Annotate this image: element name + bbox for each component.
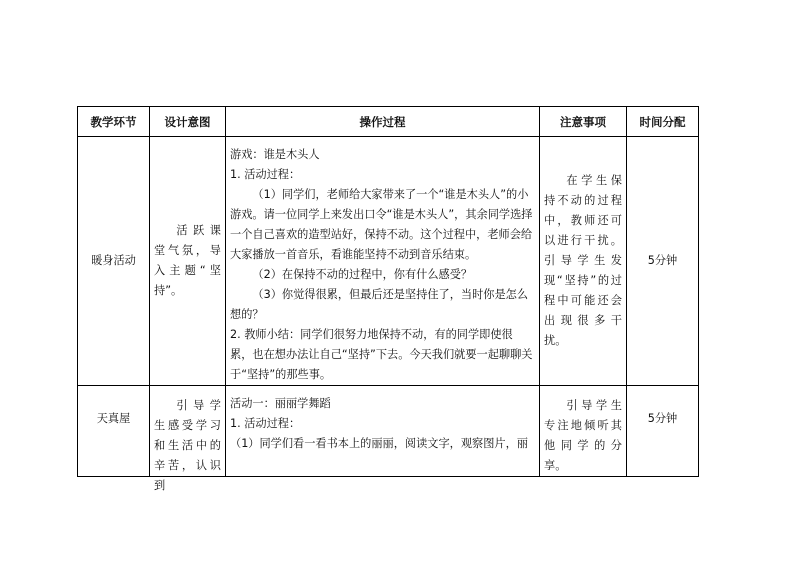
process-line: （1）同学们看一看书本上的丽丽，阅读文字，观察图片，丽 <box>230 437 528 450</box>
process-line: 活动一：丽丽学舞蹈 <box>230 397 331 410</box>
time-cell: 5分钟 <box>627 137 699 386</box>
intent-text: 引导学生感受学习和生活中的辛苦，认识到 <box>154 399 221 492</box>
time-cell: 5分钟 <box>627 386 699 477</box>
lesson-plan-table <box>77 106 699 492</box>
intent-cell <box>150 386 226 492</box>
header-time: 时间分配 <box>627 107 699 137</box>
header-stage: 教学环节 <box>78 107 150 137</box>
process-line: （3）你觉得很累，但最后还是坚持住了，当时你是怎么想的？ <box>230 288 529 321</box>
process-cell <box>226 386 540 477</box>
header-intent: 设计意图 <box>150 107 226 137</box>
stage-cell: 暖身活动 <box>78 137 150 386</box>
header-notes: 注意事项 <box>540 107 627 137</box>
process-line: 1. 活动过程： <box>230 168 301 181</box>
header-process: 操作过程 <box>226 107 540 137</box>
intent-cell: 活跃课堂气氛，导入主题“坚持”。 <box>150 137 226 386</box>
table-row <box>78 386 699 477</box>
process-line: （1）同学们，老师给大家带来了一个“谁是木头人”的小游戏。请一位同学上来发出口令“谁是木头人”，其余同学选择一个自己喜欢的造型站好，保持不动。这个过程中，老师会给大家播放一首音乐，看谁能坚持不动到音乐结束。 <box>230 188 533 261</box>
process-cell <box>226 137 540 386</box>
process-line: 游戏：谁是木头人 <box>230 148 320 161</box>
table-row <box>78 137 699 386</box>
stage-cell: 天真屋 <box>78 386 150 477</box>
process-line: 1. 活动过程： <box>230 417 301 430</box>
notes-cell: 引导学生专注地倾听其他同学的分享。 <box>540 386 627 477</box>
process-line: 2. 教师小结：同学们很努力地保持不动，有的同学即使很累，也在想办法让自己“坚持”下去。今天我们就要一起聊聊关于“坚持”的那些事。 <box>230 328 533 381</box>
table-header-row <box>78 107 699 137</box>
notes-cell: 在学生保持不动的过程中，教师还可以进行干扰。引导学生发现“坚持”的过程中可能还会出现很多干扰。 <box>540 137 627 386</box>
process-line: （2）在保持不动的过程中，你有什么感受？ <box>252 268 473 281</box>
